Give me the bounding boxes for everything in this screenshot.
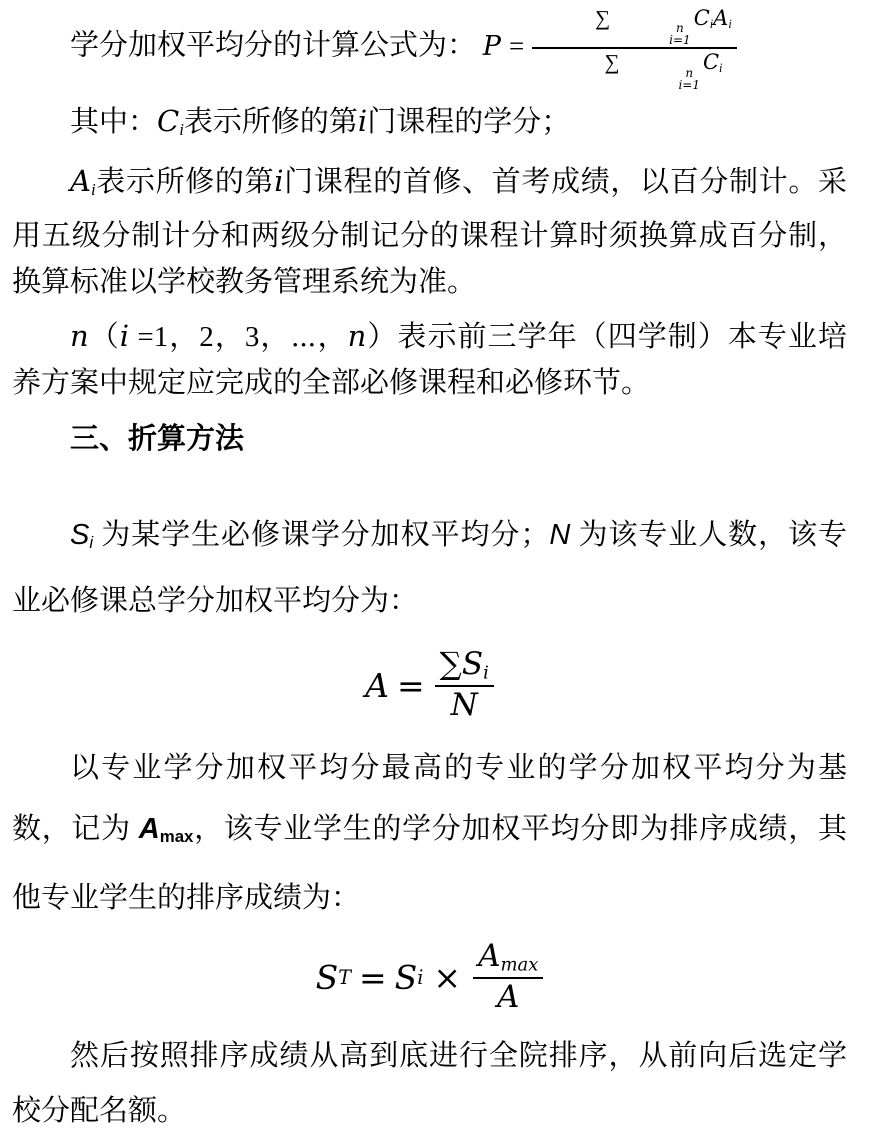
math-var-n: n [70, 319, 89, 354]
math-var-N: N [549, 519, 571, 552]
para-ranking-rule: 然后按照排序成绩从高到底进行全院排序，从前向后选定学校分配名额。 [12, 1039, 847, 1127]
term-mid: 为某学生必修课学分加权平均分； [93, 519, 550, 552]
term-lead: 其中： [70, 105, 158, 138]
math-var-A: A [713, 6, 729, 30]
math-sub-max: max [500, 954, 539, 976]
sigma-symbol: ∑ [604, 50, 620, 75]
math-sub-T: T [338, 966, 352, 989]
sigma-limits [611, 22, 691, 46]
para-term-Amax [12, 738, 847, 928]
math-var-A: A [365, 665, 390, 705]
section-heading-conversion-method: 三、折算方法 [70, 423, 245, 456]
equals-sign: = [397, 665, 425, 705]
math-var-i: i [274, 163, 284, 198]
term-mid: =1，2，3，⋯， [129, 321, 348, 354]
fraction-Amax-denominator: A [497, 979, 520, 1016]
term-tail: ，该专业学生的学分加权平均分即为排序成绩，其他专业学生的排序成绩为： [12, 813, 847, 914]
term-mid: 表示所修的第 [183, 105, 358, 138]
math-var-A: A [70, 163, 91, 198]
display-formula-ST [12, 938, 847, 1016]
math-sub-i: i [728, 17, 732, 32]
fraction-A-denominator: N [450, 687, 478, 724]
math-sub-i: i [709, 17, 714, 32]
paren-open: （ [88, 321, 120, 354]
math-var-S: S [70, 519, 90, 552]
para-term-Ci [12, 103, 847, 148]
math-var-C: C [693, 6, 710, 30]
term-head: 以专业学分加权平均分最高的专业的学分加权平均分为基数，记为 [12, 752, 847, 846]
sigma-symbol: ∑ [595, 6, 611, 30]
display-formula-A [12, 645, 847, 724]
term-tail: 门课程的学分； [367, 105, 571, 138]
math-var-A: A [478, 938, 501, 975]
math-sub-i: i [179, 119, 184, 139]
term-tail: 为该专业人数，该专业必修课总学分加权平均分为： [12, 519, 847, 618]
para-term-Si-N [12, 506, 847, 630]
sigma-lower-limit: i=1 [678, 77, 700, 92]
math-sub-i: i [719, 61, 723, 76]
fraction-P [532, 6, 737, 91]
math-var-S: S [315, 958, 339, 997]
math-sub-i: i [89, 533, 94, 553]
math-sub-i: i [417, 966, 424, 989]
math-var-A: A [138, 813, 160, 846]
equals-sign: = [508, 30, 525, 61]
math-var-S: S [394, 958, 418, 997]
math-var-n: n [347, 319, 367, 354]
inline-formula-P [476, 6, 737, 92]
sigma-lower-limit: i=1 [669, 33, 691, 48]
math-var-C: C [702, 50, 720, 75]
term-tail: 门课程的首修、首考成绩，以百分制计。采用五级分制计分和两级分制记分的课程计算时须换算成百分制，换算标准以学校教务管理系统为准。 [12, 165, 847, 299]
math-var-i: i [357, 103, 368, 138]
fraction-P-denominator [532, 49, 737, 90]
math-var-i: i [119, 319, 130, 354]
sigma-upper-limit: n [685, 65, 694, 80]
fraction-Amax-numerator [473, 939, 543, 979]
equals-sign: = [359, 958, 387, 997]
sigma-limits [620, 67, 700, 91]
fraction-Amax-A [473, 939, 543, 1016]
sigma-symbol: ∑ [439, 645, 462, 682]
fraction-A-numerator [435, 647, 494, 687]
math-sub-i: i [90, 180, 96, 200]
math-var-C: C [157, 103, 180, 138]
formula-intro-text: 学分加权平均分的计算公式为： [70, 29, 477, 62]
math-var-P: P [482, 30, 501, 62]
fraction-A [435, 647, 494, 724]
term-tail: ）表示前三学年（四学制）本专业培养方案中规定应完成的全部必修课程和必修环节。 [12, 321, 847, 400]
math-sub-max: max [159, 827, 194, 847]
math-sub-i: i [483, 662, 489, 684]
para-term-Ai [12, 158, 847, 305]
multiplication-sign: × [433, 958, 462, 997]
math-var-S: S [461, 645, 484, 682]
term-mid: 表示所修的第 [95, 165, 275, 198]
para-term-n [12, 313, 847, 406]
sigma-upper-limit: n [676, 21, 684, 36]
para-formula-intro [12, 6, 847, 91]
fraction-P-numerator [532, 6, 737, 49]
